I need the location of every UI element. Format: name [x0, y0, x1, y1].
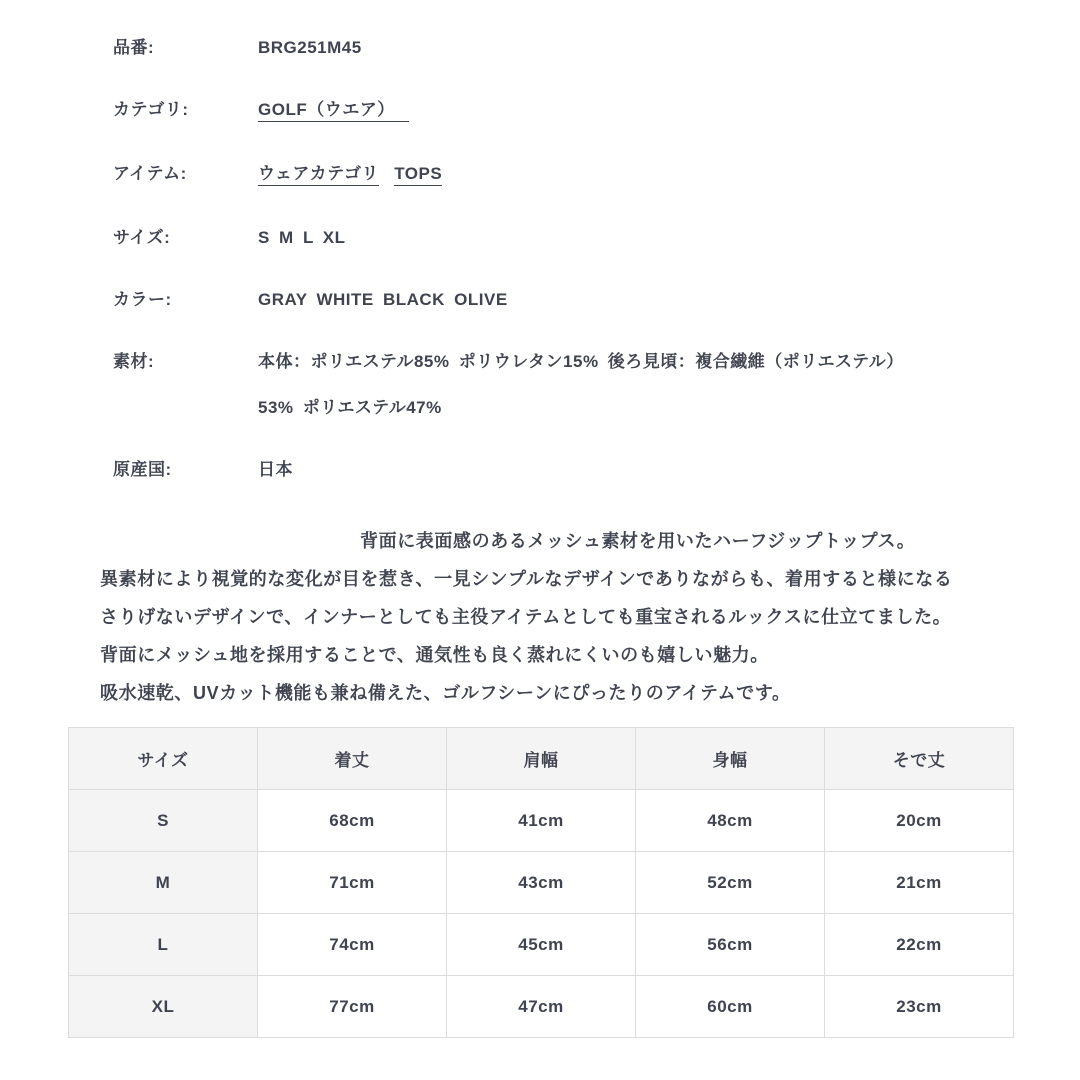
category-link[interactable]: GOLF（ウエア）	[258, 100, 409, 122]
color-label: カラー:	[113, 290, 172, 309]
size-value: S M L XL	[258, 228, 346, 247]
measurement-cell: 20cm	[825, 790, 1014, 852]
measurement-cell: 68cm	[258, 790, 447, 852]
size-chart-header-row	[69, 728, 1014, 790]
measurement-cell: 21cm	[825, 852, 1014, 914]
size-label: サイズ:	[113, 228, 171, 247]
wear-category-link[interactable]: ウェアカテゴリ	[258, 164, 379, 186]
spec-row-material	[113, 352, 1080, 418]
spec-row-item	[113, 164, 1080, 186]
measurement-cell: 45cm	[447, 914, 636, 976]
origin-value: 日本	[258, 460, 293, 479]
description-line-1: 背面に表面感のあるメッシュ素材を用いたハーフジップトップス。	[360, 531, 916, 551]
material-line-2: 53% ポリエステル47%	[258, 398, 442, 417]
size-cell: M	[69, 852, 258, 914]
table-row-m	[69, 852, 1014, 914]
measurement-cell: 56cm	[636, 914, 825, 976]
table-row-xl	[69, 976, 1014, 1038]
description-line-2: 異素材により視覚的な変化が目を惹き、一見シンプルなデザインでありながらも、着用すると様になる	[100, 569, 953, 589]
category-label: カテゴリ:	[113, 100, 189, 119]
size-cell: XL	[69, 976, 258, 1038]
spec-row-category	[113, 100, 1080, 122]
description-line-4: 背面にメッシュ地を採用することで、通気性も良く蒸れにくいのも嬉しい魅力。	[100, 645, 769, 665]
spec-row-color	[113, 290, 1080, 310]
column-header-shoulder: 肩幅	[447, 728, 636, 790]
size-cell: L	[69, 914, 258, 976]
color-value: GRAY WHITE BLACK OLIVE	[258, 290, 508, 309]
size-chart-table	[68, 727, 1014, 1038]
measurement-cell: 52cm	[636, 852, 825, 914]
spec-row-product-code	[113, 38, 1080, 58]
measurement-cell: 60cm	[636, 976, 825, 1038]
column-header-sleeve: そで丈	[825, 728, 1014, 790]
measurement-cell: 77cm	[258, 976, 447, 1038]
product-spec-list	[113, 0, 1080, 480]
product-description	[100, 522, 1080, 712]
description-line-3: さりげないデザインで、インナーとしても主役アイテムとしても重宝されるルックスに仕立てました。	[100, 607, 952, 627]
tops-link[interactable]: TOPS	[394, 164, 442, 186]
description-line-5: 吸水速乾、UVカット機能も兼ね備えた、ゴルフシーンにぴったりのアイテムです。	[100, 683, 791, 703]
measurement-cell: 23cm	[825, 976, 1014, 1038]
column-header-size: サイズ	[69, 728, 258, 790]
measurement-cell: 41cm	[447, 790, 636, 852]
spec-row-origin	[113, 460, 1080, 480]
item-label: アイテム:	[113, 164, 187, 183]
table-row-s	[69, 790, 1014, 852]
product-code-label: 品番:	[113, 38, 155, 57]
material-label: 素材:	[113, 352, 155, 371]
measurement-cell: 43cm	[447, 852, 636, 914]
spec-row-size	[113, 228, 1080, 248]
column-header-length: 着丈	[258, 728, 447, 790]
material-line-1: 本体：ポリエステル85% ポリウレタン15% 後ろ見頃：複合繊維（ポリエステル）	[258, 352, 904, 371]
measurement-cell: 47cm	[447, 976, 636, 1038]
measurement-cell: 71cm	[258, 852, 447, 914]
measurement-cell: 74cm	[258, 914, 447, 976]
measurement-cell: 22cm	[825, 914, 1014, 976]
material-value	[258, 352, 904, 418]
table-row-l	[69, 914, 1014, 976]
product-code-value: BRG251M45	[258, 38, 362, 57]
origin-label: 原産国:	[113, 460, 172, 479]
size-cell: S	[69, 790, 258, 852]
column-header-chest: 身幅	[636, 728, 825, 790]
measurement-cell: 48cm	[636, 790, 825, 852]
